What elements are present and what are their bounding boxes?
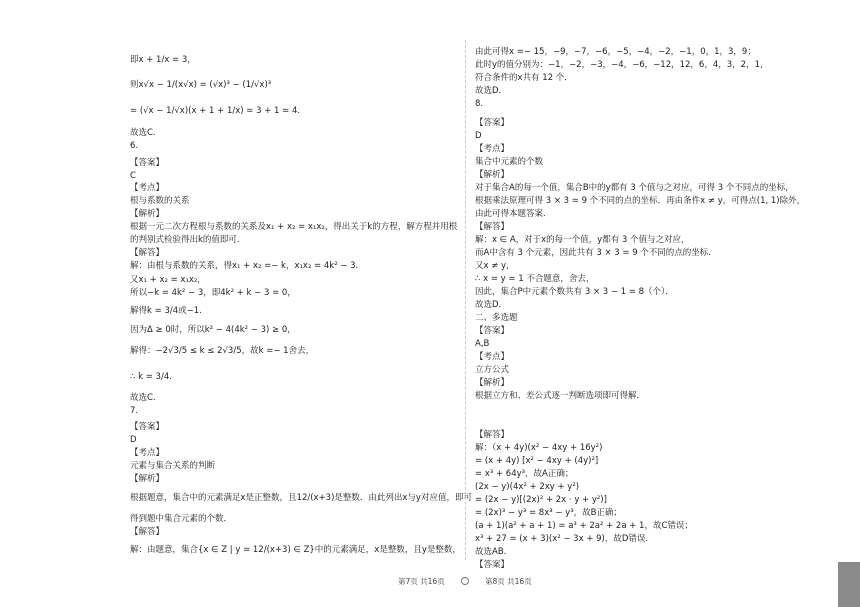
text-line: C — [130, 171, 136, 181]
text-line: 根据乘法原理可得 3 × 3 = 9 个不同的点的坐标．再由条件x ≠ y，可得点(1, 1)除外， — [475, 196, 806, 206]
text-line: 【解析】 — [130, 474, 165, 484]
text-line: 根据立方和、差公式逐一判断选项即可得解． — [475, 391, 646, 401]
text-line: 即x + 1/x = 3， — [130, 55, 196, 65]
text-line: 【解析】 — [130, 209, 165, 219]
text-line: 6. — [130, 141, 139, 151]
text-line: 二、多选题 — [475, 313, 518, 323]
text-line: 解：由题意，集合{x ∈ Z | y = 12/(x+3) ∈ Z}中的元素满足，x是整数，且y是整数， — [130, 545, 461, 555]
text-line: 根据一元二次方程根与系数的关系及x₁ + x₂ = x₁x₂，得出关于k的方程，解方程并用根 — [130, 222, 458, 232]
text-line: (a + 1)(a² + a + 1) = a³ + 2a² + 2a + 1，故C错误； — [475, 521, 693, 531]
text-line: 【解答】 — [475, 222, 510, 232]
left-page-number: 第7页 共16页 — [398, 577, 445, 586]
text-line: 【解答】 — [130, 527, 165, 537]
text-line: 【考点】 — [130, 448, 165, 458]
page-separator-icon — [461, 577, 469, 585]
text-line: D — [130, 435, 137, 445]
text-line: 对于集合A的每一个值，集合B中的y都有 3 个值与之对应，可得 3 个不同点的坐标， — [475, 183, 794, 193]
page-divider — [465, 40, 466, 560]
text-line: 故选C. — [130, 128, 156, 138]
text-line: 根与系数的关系 — [130, 196, 190, 206]
text-line: 因此，集合P中元素个数共有 3 × 3 − 1 = 8（个）． — [475, 287, 674, 297]
text-line: A,B — [475, 339, 490, 349]
text-line: 此时y的值分别为：−1，−2，−3，−4，−6，−12，12，6，4，3，2，1， — [475, 60, 769, 70]
text-line: 【答案】 — [130, 158, 165, 168]
text-line: 解：（x + 4y)(x² − 4xy + 16y²) — [475, 443, 603, 453]
text-line: 根据题意，集合中的元素满足x是正整数，且12/(x+3)是整数．由此列出x与y对应值，即可 — [130, 493, 472, 503]
text-line: 7. — [130, 406, 139, 416]
text-line: 又x₁ + x₂ = x₁x₂， — [130, 275, 206, 285]
text-line: (2x − y)(4x² + 2xy + y²) — [475, 482, 580, 492]
text-line: 【解答】 — [475, 430, 510, 440]
text-line: 解得：−2√3/5 ≤ k ≤ 2√3/5，故k =− 1舍去， — [130, 346, 315, 356]
text-line: x³ + 27 = (x + 3)(x² − 3x + 9)，故D错误. — [475, 534, 649, 544]
text-line: 元素与集合关系的判断 — [130, 461, 216, 471]
text-line: 又x ≠ y， — [475, 261, 515, 271]
text-line: 所以−k = 4k² − 3，即4k² + k − 3 = 0， — [130, 288, 296, 298]
text-line: 立方公式 — [475, 365, 510, 375]
right-page-number: 第8页 共16页 — [485, 577, 532, 586]
text-line: 解：由根与系数的关系，得x₁ + x₂ =− k，x₁x₂ = 4k² − 3. — [130, 261, 359, 271]
text-line: = (2x − y)[(2x)² + 2x · y + y²)] — [475, 495, 607, 505]
text-line: = x³ + 64y³，故A正确； — [475, 469, 574, 479]
text-line: 由此可得x =− 15，−9，−7，−6，−5，−4，−2，−1，0，1，3，9； — [475, 47, 756, 57]
text-line: D — [475, 131, 482, 141]
text-line: 故选D． — [475, 86, 508, 96]
scrollbar-thumb[interactable] — [838, 562, 860, 607]
text-line: 【答案】 — [475, 560, 510, 570]
text-line: 【答案】 — [130, 422, 165, 432]
text-line: = (√x − 1/√x)(x + 1 + 1/x) = 3 + 1 = 4. — [130, 106, 301, 116]
text-line: ∴ k = 3/4. — [130, 372, 172, 382]
text-line: 【答案】 — [475, 118, 510, 128]
text-line: 解：x ∈ A，对于x的每一个值，y都有 3 个值与之对应， — [475, 235, 690, 245]
text-line: 【解析】 — [475, 378, 510, 388]
text-line: 故选D． — [475, 300, 508, 310]
text-line: 由此可得本题答案． — [475, 209, 552, 219]
text-line: 解得k = 3/4或−1. — [130, 306, 202, 316]
text-line: 因为Δ ≥ 0时，所以k² − 4(4k² − 3) ≥ 0， — [130, 325, 296, 335]
text-line: 集合中元素的个数 — [475, 157, 544, 167]
text-line: 符合条件的x共有 12 个． — [475, 73, 573, 83]
text-line: = (x + 4y) [x² − 4xy + (4y)²] — [475, 456, 599, 466]
text-line: 得到题中集合元素的个数． — [130, 514, 233, 524]
text-line: 【考点】 — [475, 144, 510, 154]
text-line: 的判别式检验得出k的值即可. — [130, 235, 240, 245]
text-line: 而A中含有 3 个元素，因此共有 3 × 3 = 9 个不同的点的坐标． — [475, 248, 717, 258]
text-line: 【考点】 — [130, 183, 165, 193]
text-line: 故选C. — [130, 393, 156, 403]
text-line: ∴ x = y = 1 不合题意，舍去， — [475, 274, 595, 284]
text-line: 【答案】 — [475, 326, 510, 336]
text-line: 8. — [475, 99, 484, 109]
text-line: 【解答】 — [130, 248, 165, 258]
text-line: = (2x)³ − y³ = 8x³ − y³，故B正确； — [475, 508, 622, 518]
text-line: 【解析】 — [475, 170, 510, 180]
text-line: 【考点】 — [475, 352, 510, 362]
text-line: 故选AB. — [475, 547, 507, 557]
text-line: 则x√x − 1/(x√x) = (√x)³ − (1/√x)³ — [130, 80, 272, 90]
